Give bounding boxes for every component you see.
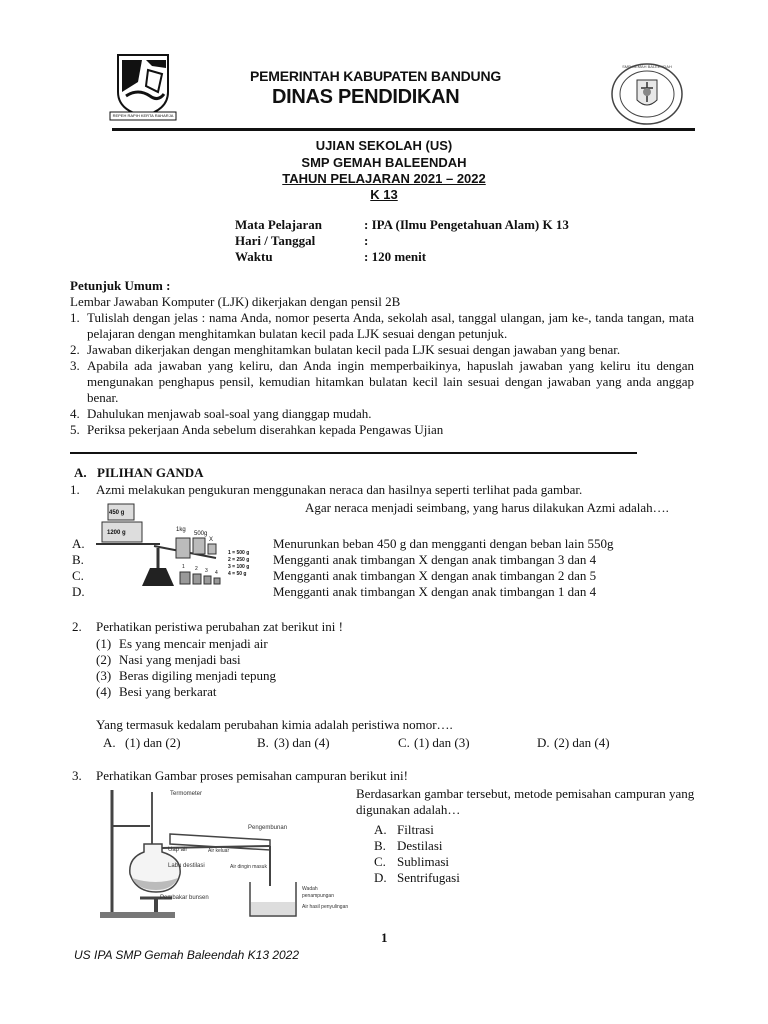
list-item-text: Dahulukan menjawab soal-soal yang dianggap mudah. [87, 406, 372, 421]
q2-item-text: Es yang mencair menjadi air [119, 636, 268, 651]
q2-prompt: Yang termasuk kedalam perubahan kimia adalah peristiwa nomor…. [96, 717, 453, 732]
q3-side-text: Berdasarkan gambar tersebut, metode pemisahan campuran yang digunakan adalah… [356, 786, 695, 817]
q1-fig-left-top: 450 g [109, 510, 125, 516]
q1-balance-figure [96, 500, 268, 596]
header-gov-line: PEMERINTAH KABUPATEN BANDUNG [250, 68, 502, 84]
q1-fig-left-bottom: 1200 g [107, 530, 126, 536]
list-item-number: 5. [70, 422, 80, 437]
q3-label-out: Air keluar [208, 848, 230, 854]
q1-legend-item: 2 = 250 g [228, 557, 250, 563]
q2-item-number: (1) [96, 636, 112, 651]
list-item-number: 4. [70, 406, 80, 421]
q3-option-b-letter: B. [374, 838, 386, 853]
q2-text: Perhatikan peristiwa perubahan zat berikut ini ! [96, 619, 343, 634]
list-item-number: 2. [70, 342, 80, 357]
instructions-intro: Lembar Jawaban Komputer (LJK) dikerjakan dengan pensil 2B [70, 294, 401, 309]
q3-label-flask: Labu destilasi [168, 863, 205, 869]
q1-fig-x-mark: X [209, 537, 214, 543]
q1-legend-item: 4 = 50 g [228, 571, 247, 577]
q1-option-a-letter: A. [72, 536, 85, 551]
q3-label-thermometer: Termometer [170, 791, 203, 797]
date-label: Hari / Tanggal [235, 233, 316, 248]
right-logo-ring-text: SMP GEMAH BALEENDAH [622, 64, 672, 69]
list-item-text: Apabila ada jawaban yang keliru, dan Anda ingin memperbaikinya, hapuslah jawaban yang keliru itu dengan mengunakan penghapus pensil, kemudian hitamkan bulatan kecil lain sesuai dengan jawaban yang anda anggap benar. [87, 358, 694, 405]
q1-option-b-letter: B. [72, 552, 84, 567]
q2-option-d-letter: D. [537, 735, 550, 750]
q1-option-c-letter: C. [72, 568, 84, 583]
list-item-number: 1. [70, 310, 80, 325]
q1-fig-small-1: 1 [182, 564, 185, 570]
time-label: Waktu [235, 249, 273, 264]
q1-number: 1. [70, 482, 80, 497]
q3-option-c-text: Sublimasi [397, 854, 450, 869]
q1-side-text: Agar neraca menjadi seimbang, yang harus dilakukan Azmi adalah…. [305, 500, 669, 515]
section-label: A. [74, 465, 87, 480]
q1-fig-legend [228, 550, 249, 578]
list-item [70, 422, 694, 438]
title-line4: K 13 [370, 187, 398, 202]
q2-item-number: (2) [96, 652, 112, 667]
q3-text: Perhatikan Gambar proses pemisahan campuran berikut ini! [96, 768, 408, 783]
q3-option-b-text: Destilasi [397, 838, 443, 853]
q1-legend-item: 3 = 100 g [228, 564, 250, 570]
q2-number: 2. [72, 619, 82, 634]
date-value: : [364, 233, 369, 248]
q3-label-distillate: Air hasil penyulingan [302, 904, 349, 910]
q2-item-text: Besi yang berkarat [119, 684, 217, 699]
q3-label-cooling: Air dingin masuk [230, 864, 267, 870]
header-dept-line: DINAS PENDIDIKAN [272, 86, 460, 108]
left-logo [108, 52, 178, 122]
q2-item-text: Beras digiling menjadi tepung [119, 668, 277, 683]
title-line3: TAHUN PELAJARAN 2021 – 2022 [282, 171, 486, 186]
title-line2: SMP GEMAH BALEENDAH [301, 155, 467, 170]
q1-fig-small-3: 3 [205, 568, 208, 574]
q2-option-b-letter: B. [257, 735, 269, 750]
list-item-text: Periksa pekerjaan Anda sebelum diserahkan kepada Pengawas Ujian [87, 422, 444, 437]
q2-option-a-text: (1) dan (2) [125, 735, 181, 750]
q1-option-c-text: Mengganti anak timbangan X dengan anak timbangan 2 dan 5 [273, 568, 597, 583]
instructions-list [70, 310, 694, 438]
q3-label-condenser: Pengembunan [248, 825, 288, 831]
instructions-heading: Petunjuk Umum : [70, 278, 171, 293]
q2-item-number: (3) [96, 668, 112, 683]
q1-option-a-text: Menurunkan beban 450 g dan mengganti dengan beban lain 550g [273, 536, 614, 551]
q1-option-d-letter: D. [72, 584, 85, 599]
q1-fig-weight-big: 1kg [176, 527, 186, 533]
q1-option-b-text: Mengganti anak timbangan X dengan anak timbangan 3 dan 4 [273, 552, 597, 567]
subject-value: : IPA (Ilmu Pengetahuan Alam) K 13 [364, 217, 569, 232]
q2-item-number: (4) [96, 684, 112, 699]
q3-option-d-letter: D. [374, 870, 387, 885]
title-line1: UJIAN SEKOLAH (US) [315, 138, 453, 153]
q3-option-a-letter: A. [374, 822, 387, 837]
q3-number: 3. [72, 768, 82, 783]
q1-option-d-text: Mengganti anak timbangan X dengan anak timbangan 1 dan 4 [273, 584, 597, 599]
list-item-text: Tulislah dengan jelas : nama Anda, nomor peserta Anda, sekolah asal, tanggal ulangan, jam ke-, tanda tangan, mata pelajaran dengan menghitamkan bulatan kecil pada LJK sesuai dengan petunjuk. [87, 310, 694, 341]
q2-item-text: Nasi yang menjadi basi [119, 652, 241, 667]
list-item [70, 310, 694, 342]
q1-fig-weight-mid: 500g [194, 531, 208, 537]
section-title: PILIHAN GANDA [97, 465, 204, 480]
left-logo-motto: REPEH RAPIH KERTA RAHARJA [112, 113, 174, 118]
q3-label-beaker: Wadah penampungan [302, 886, 334, 899]
footer-caption: US IPA SMP Gemah Baleendah K13 2022 [74, 948, 300, 962]
list-item-text: Jawaban dikerjakan dengan menghitamkan bulatan kecil pada LJK sesuai dengan jawaban yang benar. [87, 342, 621, 357]
q2-option-c-text: (1) dan (3) [414, 735, 470, 750]
q3-option-c-letter: C. [374, 854, 386, 869]
q1-legend-item: 1 = 500 g [228, 550, 250, 556]
list-item-number: 3. [70, 358, 80, 373]
q2-option-d-text: (2) dan (4) [554, 735, 610, 750]
list-item [70, 342, 694, 358]
section-divider [70, 452, 637, 454]
q1-text: Azmi melakukan pengukuran menggunakan neraca dan hasilnya seperti terlihat pada gambar. [96, 482, 583, 497]
right-logo [610, 62, 684, 126]
q3-distillation-figure [100, 786, 350, 921]
q1-fig-small-4: 4 [215, 570, 218, 576]
time-value: : 120 menit [364, 249, 427, 264]
q3-label-vapor: Uap air [168, 847, 188, 853]
q2-option-c-letter: C. [398, 735, 410, 750]
q3-option-a-text: Filtrasi [397, 822, 434, 837]
list-item [70, 406, 694, 422]
q2-option-a-letter: A. [103, 735, 116, 750]
subject-label: Mata Pelajaran [235, 217, 323, 232]
list-item [70, 358, 694, 406]
q2-option-b-text: (3) dan (4) [274, 735, 330, 750]
q1-fig-small-2: 2 [195, 566, 198, 572]
q3-option-d-text: Sentrifugasi [397, 870, 460, 885]
header-rule [112, 128, 695, 131]
page-number: 1 [381, 930, 388, 945]
q3-label-burner: Pembakar bunsen [160, 895, 209, 901]
